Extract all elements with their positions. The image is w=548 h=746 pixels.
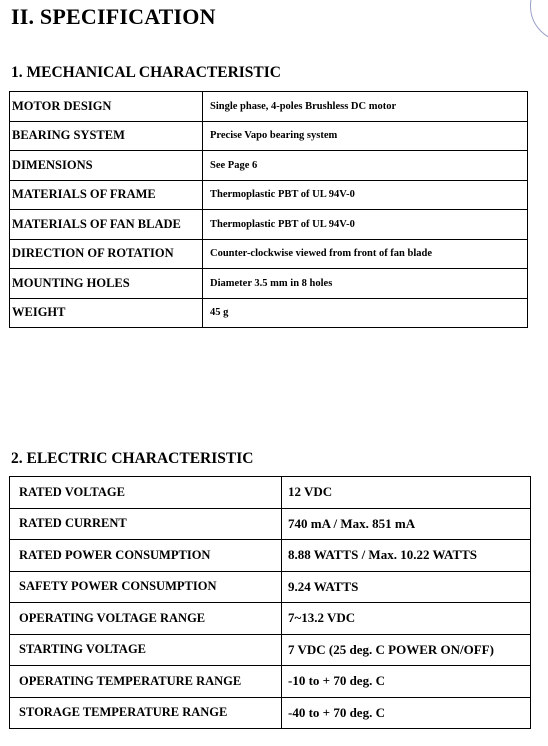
spec-label: DIRECTION OF ROTATION bbox=[10, 239, 203, 269]
table-row bbox=[10, 92, 528, 122]
table-row bbox=[10, 477, 531, 509]
spec-value: 7 VDC (25 deg. C POWER ON/OFF) bbox=[282, 634, 531, 666]
page-title: II. SPECIFICATION bbox=[11, 4, 216, 29]
mechanical-heading: 1. MECHANICAL CHARACTERISTIC bbox=[11, 64, 281, 81]
spec-label: RATED CURRENT bbox=[10, 508, 282, 540]
table-row bbox=[10, 121, 528, 151]
spec-value: 9.24 WATTS bbox=[282, 571, 531, 603]
spec-label: RATED POWER CONSUMPTION bbox=[10, 540, 282, 572]
electric-heading: 2. ELECTRIC CHARACTERISTIC bbox=[11, 450, 254, 467]
table-row bbox=[10, 540, 531, 572]
table-row bbox=[10, 634, 531, 666]
spec-label: MOTOR DESIGN bbox=[10, 92, 203, 122]
spec-label: OPERATING VOLTAGE RANGE bbox=[10, 603, 282, 635]
spec-value: 740 mA / Max. 851 mA bbox=[282, 508, 531, 540]
spec-value: 7~13.2 VDC bbox=[282, 603, 531, 635]
spec-label: WEIGHT bbox=[10, 298, 203, 328]
table-row bbox=[10, 180, 528, 210]
table-row bbox=[10, 298, 528, 328]
mechanical-table bbox=[9, 91, 528, 328]
table-row bbox=[10, 151, 528, 181]
table-row bbox=[10, 571, 531, 603]
spec-value: Counter-clockwise viewed from front of fan blade bbox=[203, 239, 528, 269]
spec-label: STARTING VOLTAGE bbox=[10, 634, 282, 666]
spec-value: 45 g bbox=[203, 298, 528, 328]
spec-label: RATED VOLTAGE bbox=[10, 477, 282, 509]
spec-label: STORAGE TEMPERATURE RANGE bbox=[10, 697, 282, 729]
spec-value: 12 VDC bbox=[282, 477, 531, 509]
spec-value: Diameter 3.5 mm in 8 holes bbox=[203, 269, 528, 299]
table-row bbox=[10, 697, 531, 729]
spec-label: MOUNTING HOLES bbox=[10, 269, 203, 299]
table-row bbox=[10, 269, 528, 299]
spec-label: BEARING SYSTEM bbox=[10, 121, 203, 151]
decorative-arc bbox=[530, 0, 548, 42]
spec-value: Thermoplastic PBT of UL 94V-0 bbox=[203, 180, 528, 210]
spec-label: SAFETY POWER CONSUMPTION bbox=[10, 571, 282, 603]
spec-value: Precise Vapo bearing system bbox=[203, 121, 528, 151]
spec-value: Single phase, 4-poles Brushless DC motor bbox=[203, 92, 528, 122]
table-row bbox=[10, 666, 531, 698]
spec-label: MATERIALS OF FAN BLADE bbox=[10, 210, 203, 240]
spec-value: 8.88 WATTS / Max. 10.22 WATTS bbox=[282, 540, 531, 572]
electric-table bbox=[9, 476, 531, 729]
spec-value: -40 to + 70 deg. C bbox=[282, 697, 531, 729]
table-row bbox=[10, 603, 531, 635]
table-row bbox=[10, 210, 528, 240]
spec-label: MATERIALS OF FRAME bbox=[10, 180, 203, 210]
table-row bbox=[10, 239, 528, 269]
spec-label: OPERATING TEMPERATURE RANGE bbox=[10, 666, 282, 698]
spec-label: DIMENSIONS bbox=[10, 151, 203, 181]
table-row bbox=[10, 508, 531, 540]
spec-value: See Page 6 bbox=[203, 151, 528, 181]
spec-value: -10 to + 70 deg. C bbox=[282, 666, 531, 698]
spec-value: Thermoplastic PBT of UL 94V-0 bbox=[203, 210, 528, 240]
